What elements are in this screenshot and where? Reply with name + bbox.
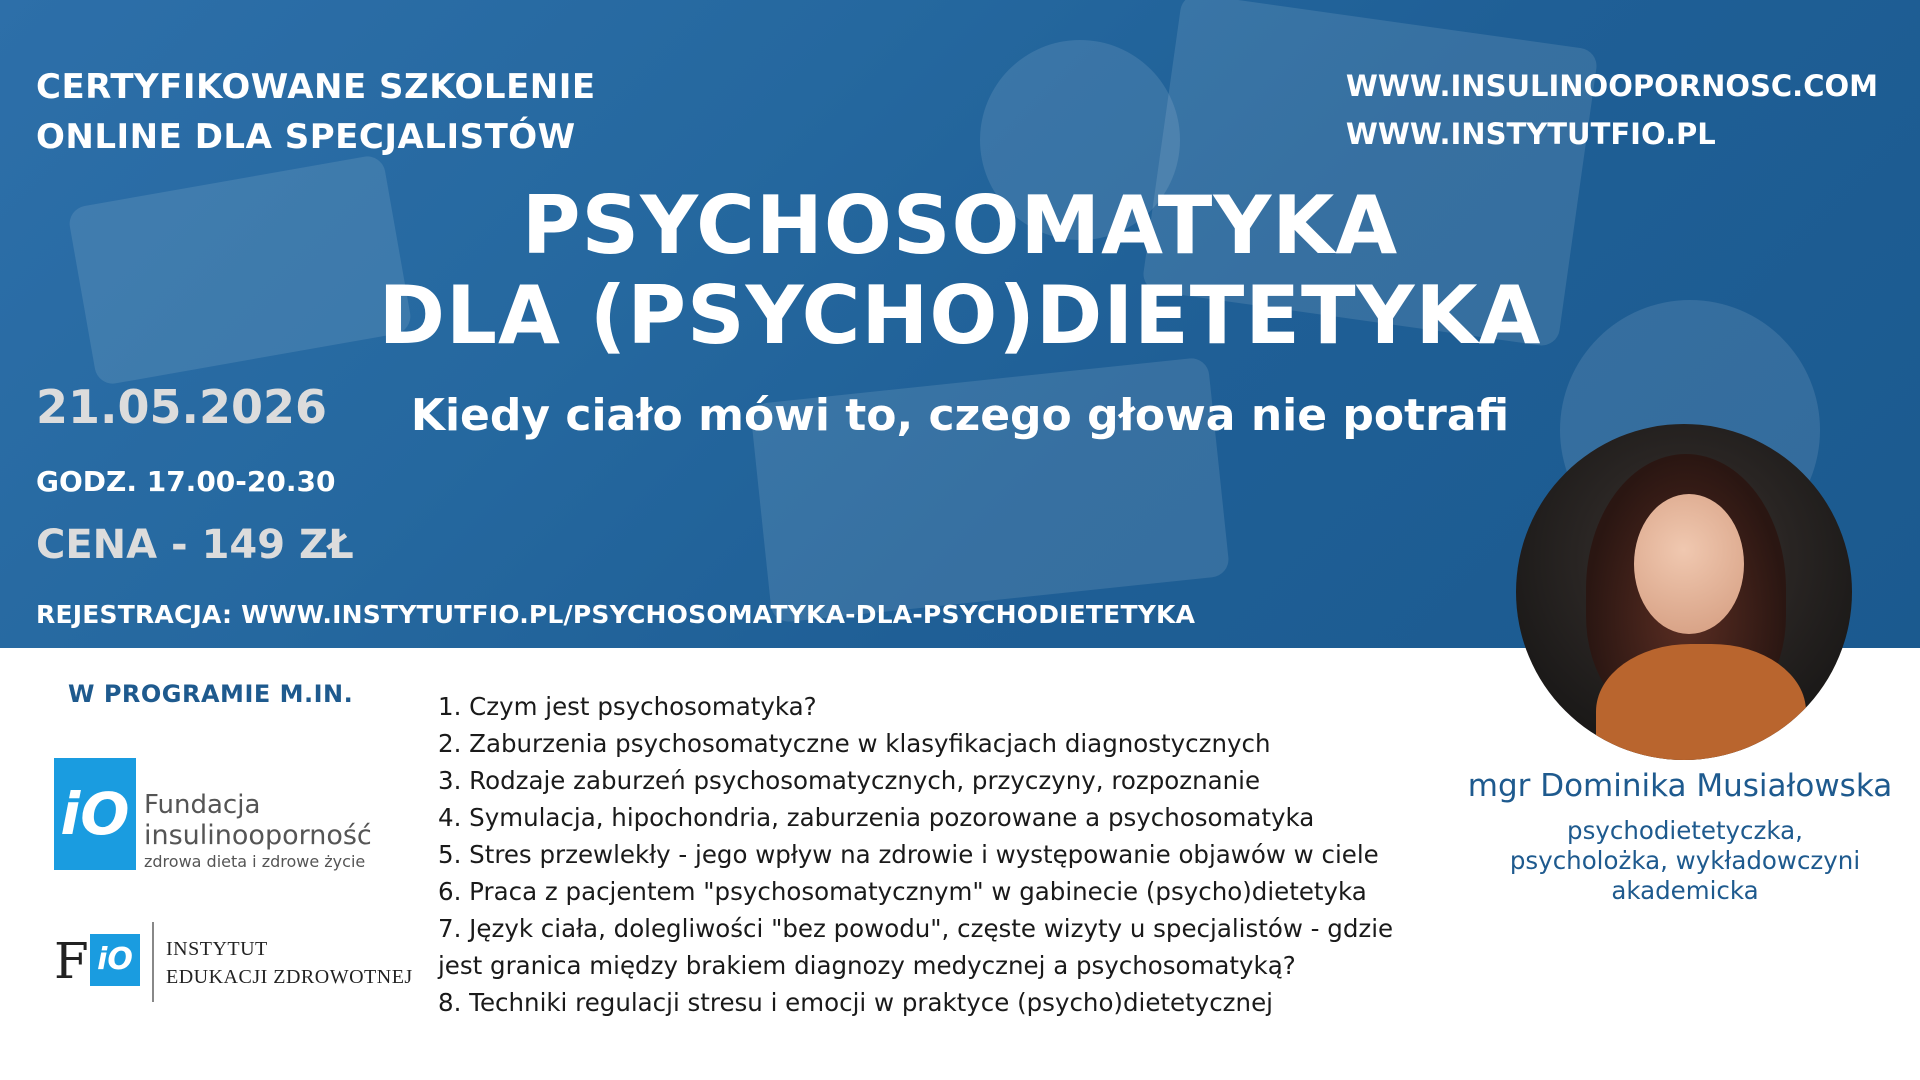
fundacja-logo-line-2: insulinooporność [144,820,372,851]
speaker-role-line-1: psychodietetyczka, [1567,816,1803,845]
instytut-io-mark: iO [90,934,140,986]
instytut-logo [54,922,414,1002]
speaker-role-line-2: psycholożka, wykładowczyni [1509,846,1861,875]
program-item: 2. Zaburzenia psychosomatyczne w klasyfikacjach diagnostycznych [438,729,1271,758]
program-item: 4. Symulacja, hipochondria, zaburzenia pozorowane a psychosomatyka [438,803,1315,832]
event-price: CENA - 149 ZŁ [36,522,354,568]
program-item: 8. Techniki regulacji stresu i emocji w praktyce (psycho)dietetycznej [438,988,1273,1017]
speaker-name: mgr Dominika Musiałowska [1467,768,1893,804]
speaker-role [1480,816,1890,906]
event-date: 21.05.2026 [36,380,328,434]
program-item: 6. Praca z pacjentem "psychosomatycznym" w gabinecie (psycho)dietetyka [438,877,1367,906]
event-hours: GODZ. 17.00-20.30 [36,465,336,498]
subtitle: Kiedy ciało mówi to, czego głowa nie potrafi [410,390,1510,441]
certification-heading [36,62,596,162]
instytut-logo-line-1: INSTYTUT [166,938,268,960]
main-title-line-2: DLA (PSYCHO)DIETETYKA [378,269,1542,362]
program-list [438,688,1488,1021]
program-item: jest granica między brakiem diagnozy medycznej a psychosomatyką? [438,951,1296,980]
program-item: 3. Rodzaje zaburzeń psychosomatycznych, przyczyny, rozpoznanie [438,766,1261,795]
program-item: 1. Czym jest psychosomatyka? [438,692,817,721]
logo-divider [152,922,154,1002]
io-logo-mark: iO [54,758,136,870]
fundacja-logo-line-1: Fundacja [144,790,261,820]
program-label: W PROGRAMIE M.IN. [68,680,354,708]
speaker-face [1634,494,1744,634]
website-links [1346,62,1878,158]
website-link-2[interactable]: WWW.INSTYTUTFIO.PL [1345,117,1716,151]
speaker-shirt [1596,644,1806,760]
main-title-line-1: PSYCHOSOMATYKA [521,179,1399,272]
program-item: 7. Język ciała, dolegliwości "bez powodu", częste wizyty u specjalistów - gdzie [438,914,1394,943]
website-link-1[interactable]: WWW.INSULINOOPORNOSC.COM [1345,69,1878,103]
fundacja-logo-tagline: zdrowa dieta i zdrowe życie [144,852,366,871]
cert-line-2: ONLINE DLA SPECJALISTÓW [36,117,576,157]
fundacja-logo [54,758,374,870]
instytut-logo-f: F [54,932,89,990]
speaker-photo [1516,424,1852,760]
registration-link[interactable]: REJESTRACJA: WWW.INSTYTUTFIO.PL/PSYCHOSOMATYKA-DLA-PSYCHODIETETYKA [36,600,1196,629]
program-item: 5. Stres przewlekły - jego wpływ na zdrowie i występowanie objawów w ciele [438,840,1379,869]
speaker-role-line-3: akademicka [1611,876,1759,905]
instytut-logo-line-2: EDUKACJI ZDROWOTNEJ [166,966,413,988]
cert-line-1: CERTYFIKOWANE SZKOLENIE [36,67,596,107]
